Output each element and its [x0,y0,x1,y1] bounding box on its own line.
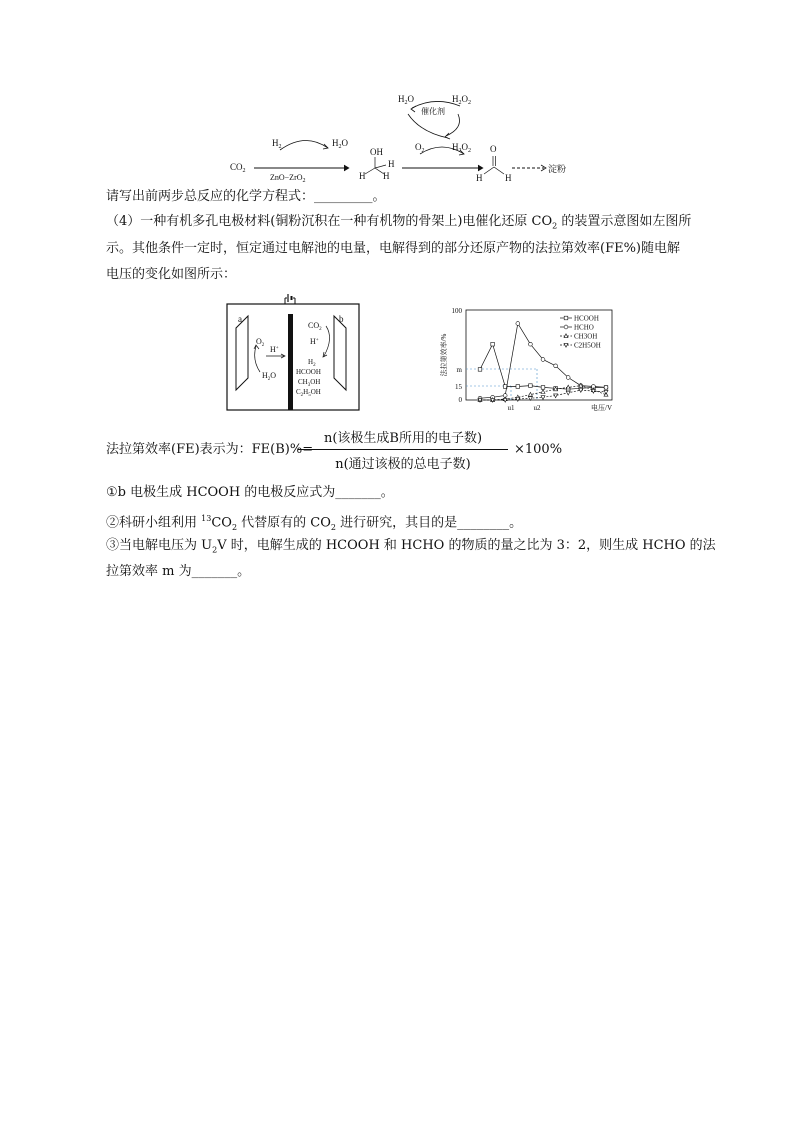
data-point-hcooh [529,384,533,388]
data-point-hcho [529,342,533,346]
chart-xtick-u2: u2 [533,404,541,412]
electrode-a [236,316,248,390]
data-point-ch3oh [541,390,545,394]
chart-xlabel: 电压/V [591,404,612,412]
fe-numerator: n(该极生成B所用的电子数) [298,427,508,450]
legend-marker [564,325,568,329]
cell-product-h2: $H_2$ [308,358,316,368]
svg-text:H: H [505,173,512,183]
svg-text:H: H [476,173,483,183]
legend-marker [564,316,568,320]
cell-o2: $O_2$ [256,337,265,348]
cell-product-hcooh: HCOOH [296,368,321,376]
sub-question-1: ①b 电极生成 HCOOH 的电极反应式为_______。 [106,485,394,500]
scheme-product: 淀粉 [548,164,567,174]
cell-hplus-right: H+ [310,337,319,346]
reaction-scheme [220,88,600,188]
electrolysis-cell-diagram [226,294,364,414]
scheme-h2o-top: $H_2O$ [398,94,414,106]
sub-question-3: ③当电解电压为 $U_2V$ 时，电解生成的 HCOOH 和 HCHO 的物质的量之比为 3：2，则生成 HCHO 的法 [106,538,716,555]
chart-legend [560,315,601,350]
cell-hplus-left: H+ [270,345,279,354]
data-point-hcooh [491,342,495,346]
cell-product-ch3oh: $CH_3OH$ [298,378,321,388]
data-point-hcho [604,386,608,390]
q4-intro-line3: 电压的变化如图所示： [106,267,237,282]
scheme-h2o-left: $H_2O$ [332,138,348,150]
data-point-hcho [554,364,558,368]
electrode-b-label: b [339,314,344,324]
data-point-c2h5oh [541,396,545,400]
fe-chart [436,300,626,420]
cell-h2o: $H_2O$ [262,371,277,382]
data-point-ch3oh [528,392,532,396]
scheme-h2o2-top: $H_2O_2$ [452,94,471,106]
fe-fraction [298,427,508,472]
scheme-o2: $O_2$ [415,142,425,154]
chart-xtick-u1: u1 [507,404,515,412]
data-point-hcooh [541,386,545,390]
sub-question-2: ②科研小组利用 $^{13}CO_2$ 代替原有的 $CO_2$ 进行研究，其目的是________。 [106,514,523,532]
scheme-co2: $CO_2$ [230,162,246,174]
data-point-c2h5oh [566,391,570,395]
data-point-c2h5oh [604,390,608,394]
data-point-hcho [541,358,545,362]
svg-text:H: H [359,171,366,181]
svg-text:OH: OH [370,147,383,157]
data-point-hcooh [478,368,482,372]
svg-text:O: O [490,144,497,154]
chart-ytick-0: 0 [458,396,462,404]
sub-question-3-line2: 拉第效率 m 为_______。 [106,564,251,579]
q4-intro-line2: 示。其他条件一定时，恒定通过电解池的电量，电解得到的部分还原产物的法拉第效率(FE%)随电解 [106,241,681,256]
legend-label-hcho: HCHO [574,323,594,332]
membrane [288,314,293,410]
chart-ytick-m: m [456,366,462,374]
q3-equation-prompt: 请写出前两步总反应的化学方程式：_________。 [106,189,386,204]
chart-ytick-15: 15 [455,383,462,391]
scheme-catalyst2: 催化剂 [421,107,445,116]
series-line-hcooh [480,341,606,389]
legend-label-c2h5oh: C2H5OH [574,341,601,350]
fe-formula-suffix: ×100% [514,442,563,457]
electrode-a-label: a [238,314,242,324]
data-point-hcho [516,322,520,326]
cell-co2: $CO_2$ [308,321,322,332]
scheme-h2o2-mid: $H_2O_2$ [452,142,471,154]
legend-label-ch3oh: CH3OH [574,332,598,341]
formaldehyde-molecule [476,144,512,183]
cell-product-c2h5oh: $C_2H_5OH$ [296,388,321,398]
svg-text:H: H [383,171,390,181]
fe-formula-prefix: 法拉第效率(FE)表示为：FE(B)%= [106,442,314,457]
methanol-molecule [359,147,395,181]
chart-ytick-100: 100 [451,307,462,315]
scheme-h2: $H_2$ [272,138,282,150]
fe-denominator: n(通过该极的总电子数) [335,457,471,472]
data-point-hcho [566,376,570,380]
data-point-hcooh [516,385,520,389]
svg-text:H: H [388,159,395,169]
electrode-b [334,316,346,390]
q4-intro-line1: （4）一种有机多孔电极材料(铜粉沉积在一种有机物的骨架上)电催化还原 $CO_2$ 的装置示意图如左图所 [106,214,692,231]
scheme-catalyst1: ZnO−ZrO$_2$ [270,173,306,184]
chart-ylabel: 法拉第效率/% [440,333,448,377]
legend-label-hcooh: HCOOH [574,314,599,323]
